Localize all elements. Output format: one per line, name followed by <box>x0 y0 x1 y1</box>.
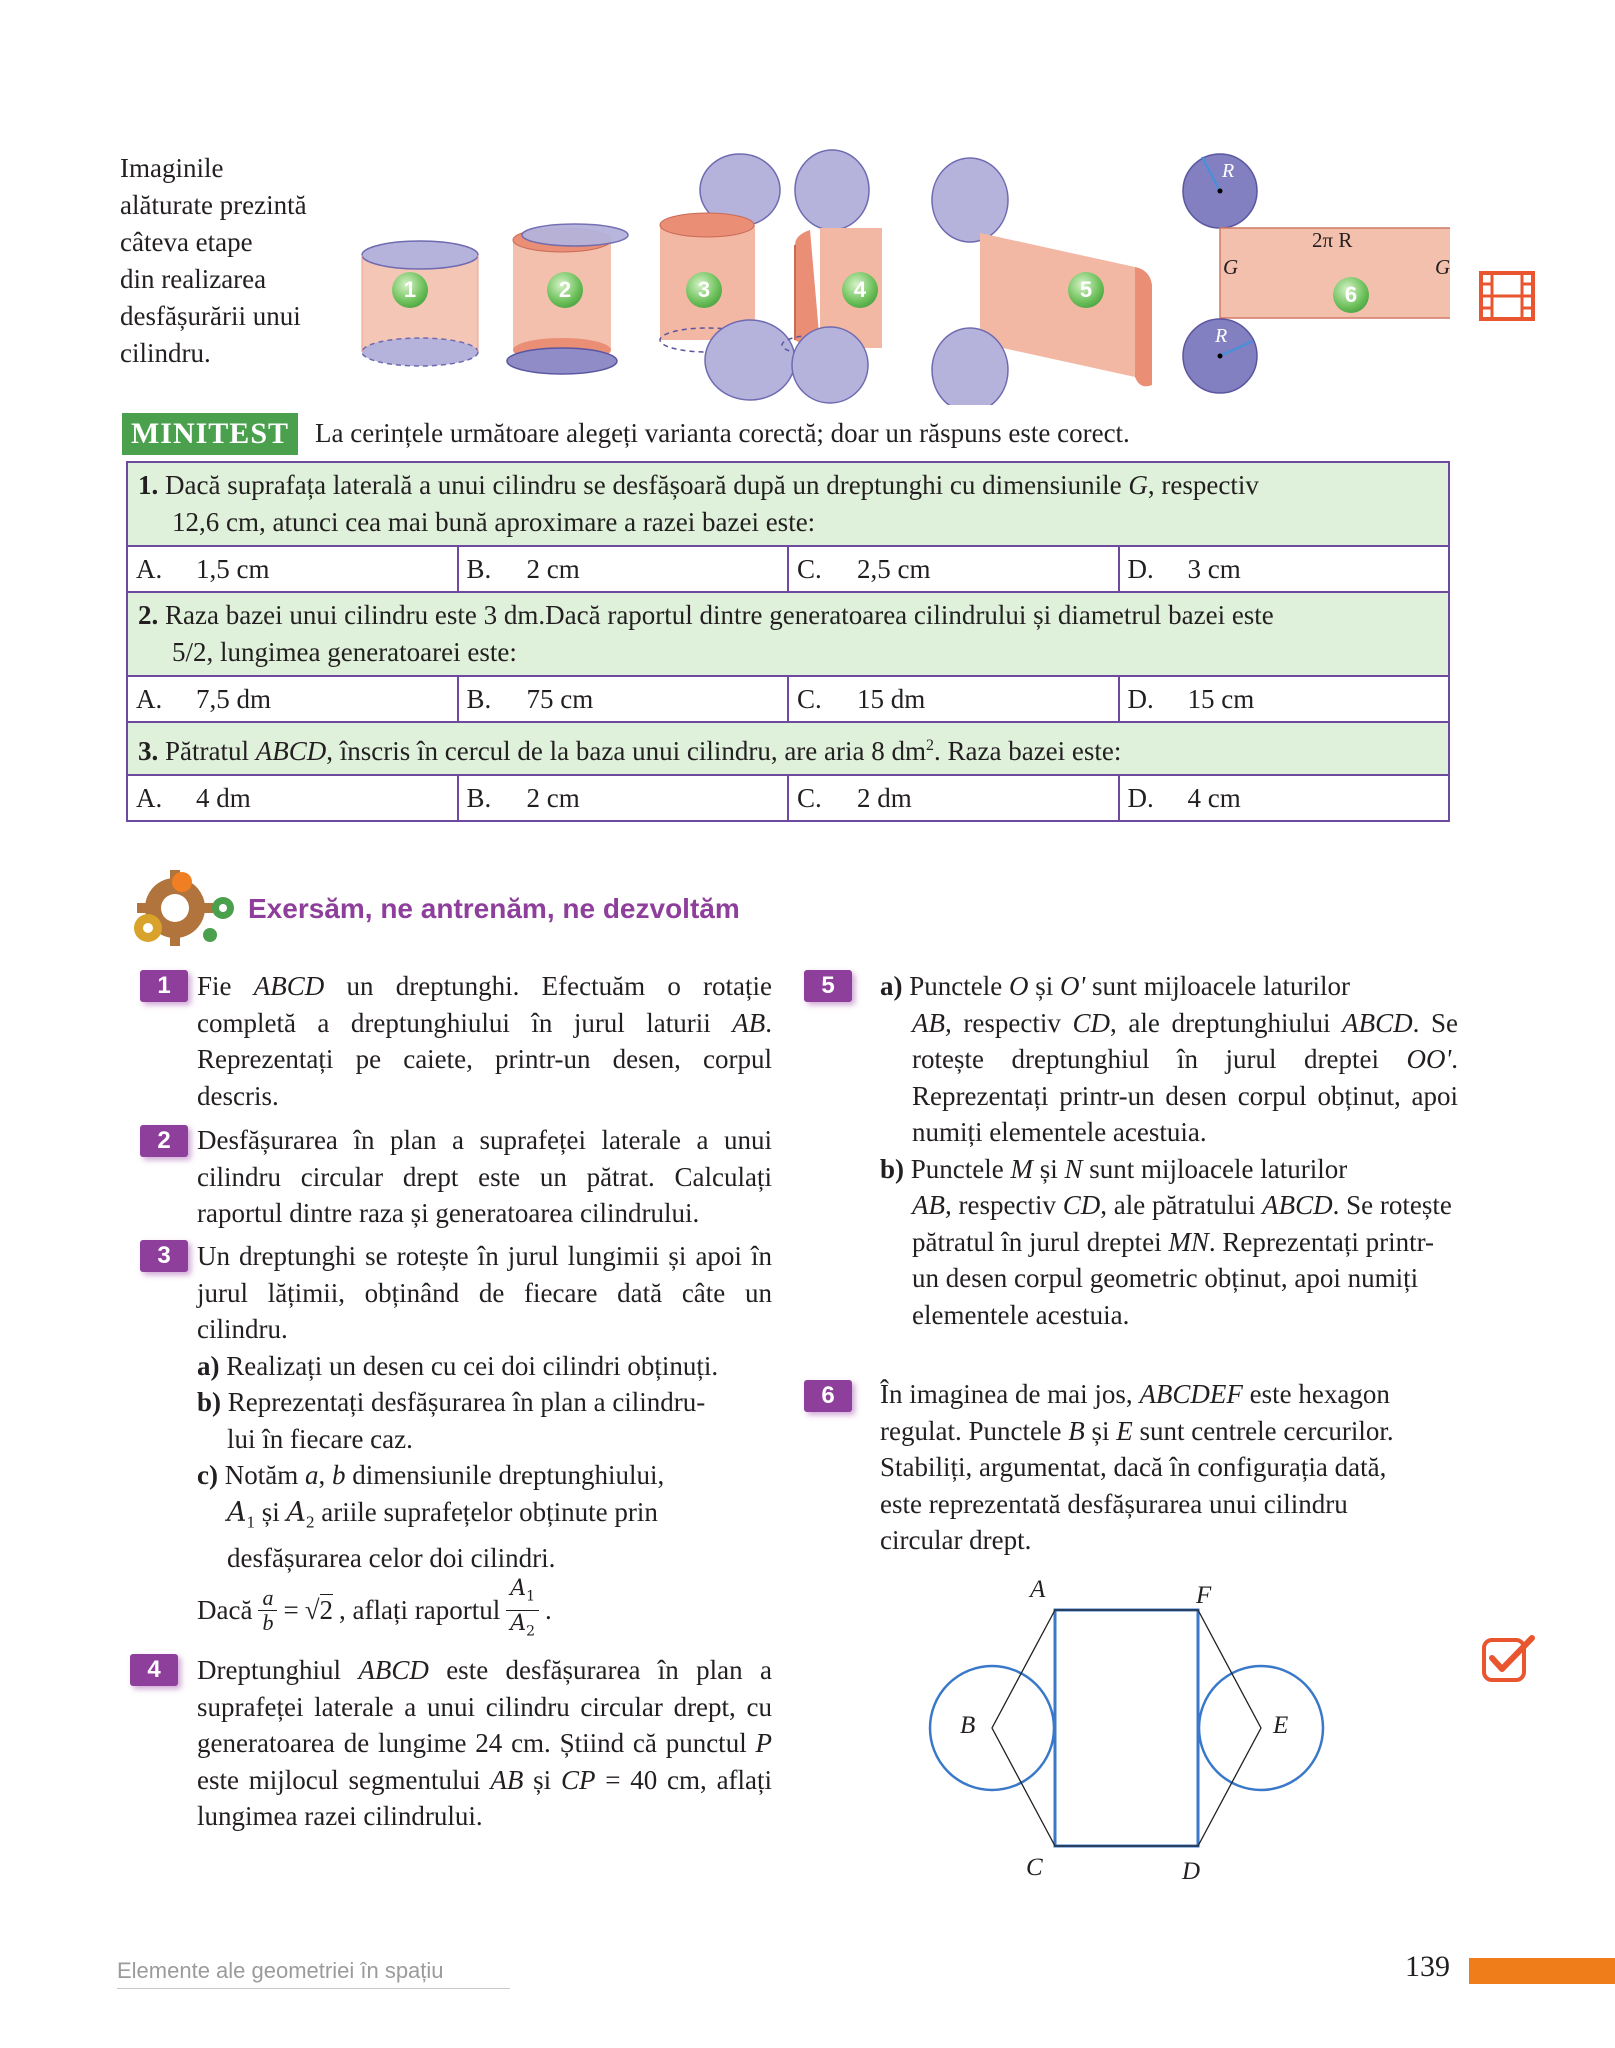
text: este mijlocul segmentului <box>197 1764 481 1795</box>
stage-3-cylinder <box>660 154 795 400</box>
stage-3-number: 3 <box>697 277 711 302</box>
cylinder-unfolding-illustration <box>350 145 1450 405</box>
checkmark-icon[interactable] <box>1480 1632 1538 1684</box>
options-row <box>127 546 1449 592</box>
var: OO' <box>1406 1044 1452 1074</box>
exercise-3-number: 3 <box>140 1240 188 1272</box>
text: respectiv <box>963 1007 1061 1038</box>
var: ABCDEF <box>1139 1379 1243 1409</box>
var: MN <box>1168 1226 1209 1257</box>
label-R-top: R <box>1222 160 1235 182</box>
question-text-cont: 5/2, lungimea generatoarei este: <box>172 637 517 667</box>
footer-divider <box>117 1988 510 1989</box>
var: O' <box>1060 971 1086 1001</box>
text: este hexagon regulat. Punctele <box>880 1379 1390 1446</box>
stage-3-badge <box>686 272 722 308</box>
question-row <box>127 592 1449 676</box>
option-value: 1,5 cm <box>196 553 270 584</box>
hex-label-D: D <box>1182 1858 1201 1885</box>
superscript: 2 <box>926 737 934 754</box>
option-value: 2 cm <box>526 782 580 813</box>
fraction-areas <box>506 1576 539 1644</box>
var: O <box>1008 971 1029 1001</box>
text: Reprezentați desfășurarea în plan a cilindru- <box>227 1387 706 1417</box>
stage-2-number: 2 <box>558 277 572 302</box>
exercise-3-formula <box>197 1576 552 1640</box>
exercise-4-text <box>197 1652 772 1835</box>
option-letter: D. <box>1127 683 1154 714</box>
option-a[interactable] <box>127 676 458 722</box>
var: b <box>331 1460 346 1490</box>
var: P <box>755 1728 773 1758</box>
text: Dreptunghiul <box>197 1655 341 1685</box>
question-3 <box>127 722 1449 775</box>
option-letter: A. <box>136 683 163 714</box>
text: , aflați raportul <box>339 1594 501 1625</box>
question-var: G <box>1128 470 1148 500</box>
question-text: , înscris în cercul de la baza unui cilindru, are aria 8 dm <box>326 736 926 766</box>
var: AB <box>490 1764 524 1795</box>
minitest-instruction: La cerințele următoare alegeți varianta corectă; doar un răspuns este corect. <box>315 418 1130 448</box>
text: , ale dreptunghiului <box>1110 1007 1331 1038</box>
text: Realizați un desen cu cei doi cilindri obținuți. <box>226 1350 719 1381</box>
item-label: a) <box>197 1350 220 1381</box>
text: sunt mijloacele laturilor <box>1089 1153 1348 1184</box>
fraction-a-b <box>258 1586 277 1635</box>
text: Dacă <box>197 1594 253 1625</box>
exercise-3-a <box>197 1348 772 1385</box>
text: . Reprezentați printr-un desen corpul geometric obținut, apoi numiți elementele acestuia. <box>912 1226 1435 1330</box>
question-row <box>127 462 1449 546</box>
exercise-3-c-cont2: desfășurarea celor doi cilindri. <box>227 1543 556 1574</box>
label-R-bottom: R <box>1215 325 1228 347</box>
subscript: 1 <box>246 1511 255 1531</box>
question-number: 1. <box>138 470 159 500</box>
text: respectiv <box>958 1190 1056 1220</box>
option-value: 7,5 dm <box>196 683 272 714</box>
question-2 <box>127 592 1449 676</box>
text: și <box>533 1764 552 1795</box>
label-G-right: G <box>1435 255 1451 279</box>
question-text: Dacă suprafața laterală a unui cilindru se desfășoară după un dreptunghi cu dimensiunile <box>165 470 1122 500</box>
option-letter: A. <box>136 553 163 584</box>
option-value: 15 dm <box>857 683 926 714</box>
stage-5-badge <box>1068 272 1104 308</box>
text: și <box>1035 971 1054 1001</box>
var: a <box>304 1460 319 1490</box>
text: = 40 cm, aflați lungimea razei cilindrului. <box>197 1764 773 1831</box>
option-letter: C. <box>797 782 822 813</box>
text: Notăm <box>224 1460 299 1490</box>
text: este desfășurarea în plan a suprafeței laterale a unui cilindru circular drept, cu generatoarea de lungime 24 cm. Știind că punctul <box>197 1655 772 1758</box>
option-letter: A. <box>136 782 163 813</box>
exercise-1-text <box>197 968 772 1114</box>
text: , ale pătratului <box>1100 1190 1256 1220</box>
section-title: Exersăm, ne antrenăm, ne dezvoltăm <box>248 893 740 924</box>
text: ariile suprafețelor obținute prin <box>321 1496 658 1527</box>
intro-line: cilindru. <box>120 338 211 368</box>
question-text: . Raza bazei este: <box>934 736 1122 766</box>
numerator <box>510 1576 535 1609</box>
hex-label-B: B <box>960 1712 976 1739</box>
stage-5-cylinder <box>932 158 1152 405</box>
option-value: 4 cm <box>1187 782 1241 813</box>
denominator <box>506 1610 539 1644</box>
stage-5-number: 5 <box>1079 277 1093 302</box>
option-letter: B. <box>466 683 492 714</box>
label-2piR: 2π R <box>1312 228 1353 252</box>
exercise-3-b-cont: lui în fiecare caz. <box>227 1423 413 1454</box>
option-value: 3 cm <box>1187 553 1241 584</box>
text: În imaginea de mai jos, <box>880 1379 1133 1409</box>
hex-label-A: A <box>1030 1576 1046 1603</box>
sqrt-value: 2 <box>319 1594 334 1625</box>
exercise-5-a <box>880 968 1458 1005</box>
intro-line: desfășurării unui <box>120 301 301 331</box>
var: ABCD <box>358 1655 429 1685</box>
label-G-left: G <box>1223 255 1239 279</box>
exercise-5-b <box>880 1151 1458 1188</box>
var: CD <box>1062 1190 1101 1220</box>
option-letter: B. <box>466 553 492 584</box>
option-a[interactable] <box>127 546 458 592</box>
exercise-3-c-cont <box>197 1494 772 1541</box>
text: și <box>1091 1415 1110 1446</box>
option-letter: B. <box>466 782 492 813</box>
stage-4-badge <box>842 272 878 308</box>
option-value: 2 cm <box>526 553 580 584</box>
var: M <box>1010 1153 1033 1184</box>
var: ABCD <box>1342 1007 1413 1038</box>
option-letter: C. <box>797 683 822 714</box>
intro-text <box>120 150 350 372</box>
option-letter: D. <box>1127 782 1154 813</box>
question-row <box>127 722 1449 775</box>
stage-6-number: 6 <box>1344 282 1358 307</box>
exercise-5-text <box>880 968 1458 1333</box>
exercise-5-b-cont <box>880 1187 1458 1333</box>
question-text: , respectiv <box>1147 470 1259 500</box>
question-number: 2. <box>138 600 159 630</box>
var: B <box>1068 1415 1085 1446</box>
text: . Reprezentați printr-un desen corpul obținut, apoi numiți elementele acestuia. <box>912 1044 1459 1147</box>
item-label: a) <box>880 971 903 1001</box>
hex-label-C: C <box>1026 1854 1043 1881</box>
text: sunt mijloacele laturilor <box>1092 971 1350 1001</box>
stage-2-badge <box>547 272 583 308</box>
option-c[interactable] <box>788 676 1119 722</box>
exercise-6-number: 6 <box>804 1380 852 1412</box>
exercise-5-number: 5 <box>804 970 852 1002</box>
denominator: b <box>258 1610 277 1635</box>
option-d[interactable] <box>1119 546 1450 592</box>
stage-4-number: 4 <box>853 277 867 302</box>
text: . <box>545 1594 552 1625</box>
exercise-3-c <box>197 1457 772 1494</box>
var: AB, <box>912 1190 952 1220</box>
text: , <box>318 1460 326 1490</box>
area-symbol: A <box>510 1610 527 1636</box>
hex-label-F: F <box>1196 1582 1212 1609</box>
exercise-4-number: 4 <box>130 1654 178 1686</box>
minitest-badge: MINITEST <box>122 413 298 455</box>
option-value: 15 cm <box>1187 683 1255 714</box>
film-icon[interactable] <box>1478 270 1536 322</box>
question-text: Raza bazei unui cilindru este 3 dm.Dacă raportul dintre generatoarea cilindrului și diametrul bazei este <box>165 600 1274 630</box>
options-row <box>127 676 1449 722</box>
option-letter: C. <box>797 553 822 584</box>
option-d[interactable] <box>1119 775 1450 821</box>
subscript: 2 <box>306 1511 315 1531</box>
option-value: 2 dm <box>857 782 912 813</box>
options-row <box>127 775 1449 821</box>
footer-chapter-title: Elemente ale geometriei în spațiu <box>117 1958 444 1983</box>
text: . Se rotește pătratul în jurul dreptei <box>912 1190 1452 1257</box>
intro-line: Imaginile <box>120 153 224 183</box>
text: Punctele <box>909 971 1003 1001</box>
text: și <box>261 1496 280 1527</box>
var: AB <box>732 1007 766 1038</box>
question-text: Pătratul <box>165 736 249 766</box>
stage-1-badge <box>392 272 428 308</box>
text: dimensiunile dreptunghiului, <box>352 1460 665 1490</box>
equals: = <box>283 1594 299 1625</box>
numerator: a <box>262 1584 274 1610</box>
page-number: 139 <box>1405 1950 1450 1983</box>
minitest-table <box>126 461 1450 822</box>
stage-6-badge <box>1333 277 1369 313</box>
gears-icon <box>120 860 238 950</box>
area-symbol: A <box>510 1576 527 1602</box>
exercise-6-text <box>880 1376 1400 1559</box>
text: . Se rotește dreptunghiul în jurul dreptei <box>912 1007 1459 1074</box>
question-var: ABCD <box>255 736 327 766</box>
exercise-5-a-cont <box>880 1005 1458 1151</box>
exercise-2-text: Desfășurarea în plan a suprafeței laterale a unui cilindru circular drept este un pătrat. Calculați raportul dintre raza și generatoarea cilindrului. <box>197 1125 772 1228</box>
var: ABCD <box>253 971 325 1001</box>
text: și <box>1039 1153 1058 1184</box>
question-number: 3. <box>138 736 159 766</box>
text: . Reprezentați pe caiete, printr-un desen, corpul descris. <box>197 1007 773 1111</box>
option-value: 2,5 cm <box>857 553 931 584</box>
area-symbol: A <box>227 1496 247 1528</box>
var: AB, <box>912 1007 952 1038</box>
option-a[interactable] <box>127 775 458 821</box>
var: CD <box>1072 1007 1110 1038</box>
hex-label-E: E <box>1273 1712 1289 1739</box>
subscript: 2 <box>526 1622 536 1639</box>
intro-line: câteva etape <box>120 227 253 257</box>
intro-line: alăturate prezintă <box>120 190 307 220</box>
var: E <box>1116 1415 1133 1446</box>
option-b[interactable] <box>458 546 789 592</box>
subscript: 1 <box>526 1588 536 1605</box>
exercise-3-text <box>197 1238 772 1577</box>
option-letter: D. <box>1127 553 1154 584</box>
item-label: b) <box>880 1153 905 1184</box>
exercise-3-intro: Un dreptunghi se rotește în jurul lungimii și apoi în jurul lățimii, obținând de fiecare dată câte un cilindru. <box>197 1241 772 1344</box>
question-text-cont: 12,6 cm, atunci cea mai bună aproximare a razei bazei este: <box>172 507 816 537</box>
page-accent-bar <box>1469 1958 1615 1984</box>
option-value: 75 cm <box>526 683 594 714</box>
intro-line: din realizarea <box>120 264 267 294</box>
text: Fie <box>197 971 232 1001</box>
option-d[interactable] <box>1119 676 1450 722</box>
option-b[interactable] <box>458 676 789 722</box>
text: un dreptunghi. Efectuăm o rotație completă a dreptunghiului în jurul laturii <box>197 971 773 1038</box>
item-label: c) <box>197 1460 218 1490</box>
var: CP <box>560 1764 596 1795</box>
var: ABCD <box>1262 1190 1333 1220</box>
var: N <box>1064 1153 1083 1184</box>
text: Punctele <box>910 1153 1004 1184</box>
item-label: b) <box>197 1387 222 1417</box>
option-c[interactable] <box>788 775 1119 821</box>
exercise-3-b <box>197 1384 772 1421</box>
stage-1-number: 1 <box>403 277 417 302</box>
text: sunt centrele cercurilor. Stabiliți, argumentat, dacă în configurația dată, este reprezentată desfășurarea unui cilindru circular drept. <box>880 1415 1394 1555</box>
exercise-2-number: 2 <box>140 1125 188 1157</box>
question-1 <box>127 462 1449 546</box>
exercise-1-number: 1 <box>140 970 188 1002</box>
option-c[interactable] <box>788 546 1119 592</box>
area-symbol: A <box>286 1496 307 1528</box>
option-value: 4 dm <box>196 782 251 813</box>
sqrt: √2 <box>304 1594 334 1625</box>
option-b[interactable] <box>458 775 789 821</box>
